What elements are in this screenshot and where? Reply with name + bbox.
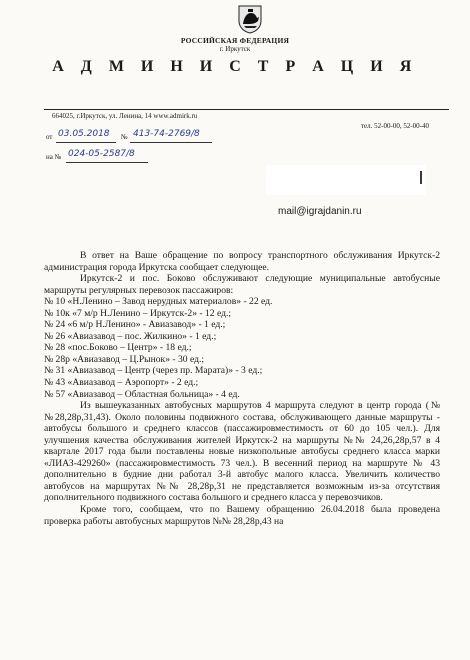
from-label: от <box>46 133 53 141</box>
date-underline <box>56 142 116 143</box>
reply-label: на № <box>46 153 62 161</box>
inspection-paragraph: Кроме того, сообщаем, что по Вашему обращению 26.04.2018 была проведена проверка работы автобусных маршрутов №№ 28,28р,43 на <box>44 504 440 527</box>
handwritten-number: 413-74-2769/8 <box>133 129 200 139</box>
address-line <box>52 112 197 120</box>
route-item: № 28 «пос.Боково – Центр» - 18 ед.; <box>44 342 192 354</box>
number-underline <box>130 142 212 143</box>
route-item: № 57 «Авиазавод – Областная больница» - 4 ед. <box>44 388 240 400</box>
route-item: № 43 «Авиазавод – Аэропорт» - 2 ед.; <box>44 377 199 389</box>
reply-underline <box>66 162 148 163</box>
organization-title: А Д М И Н И С Т Р А Ц И Я <box>52 58 418 75</box>
route-item: № 28р «Авиазавод – Ц.Рынок» - 30 ед.; <box>44 353 205 365</box>
handwritten-date: 03.05.2018 <box>58 129 110 139</box>
phone-line: тел. 52-00-00, 52-00-40 <box>361 122 429 130</box>
header-divider <box>44 109 449 110</box>
redaction-edge-mark <box>420 171 422 184</box>
handwritten-reply-number: 024-05-2587/8 <box>68 149 135 159</box>
address-text: 664025, г.Иркутск, ул. Ленина, 14 www.admirk.ru <box>52 112 198 120</box>
recipient-email: mail@igrajdanin.ru <box>278 206 362 217</box>
intro-paragraph: В ответ на Ваше обращение по вопросу транспортного обслуживания Иркутск-2 администрация города Иркутска сообщает следующее. <box>44 250 440 273</box>
routes-intro-paragraph: Иркутск-2 и пос. Боково обслуживают следующие муниципальные автобусные маршруты регулярных перевозок пассажиров: <box>44 273 440 296</box>
city-name: г. Иркутск <box>219 45 251 53</box>
route-item: № 10 «Н.Ленино – Завод нерудных материалов» - 22 ед. <box>44 296 273 308</box>
country-name: РОССИЙСКАЯ ФЕДЕРАЦИЯ <box>180 36 290 45</box>
irkutsk-coat-of-arms-icon <box>237 4 263 34</box>
redacted-recipient-block <box>266 165 426 195</box>
route-item: № 24 «6 м/р Н.Ленино» - Авиазавод» - 1 ед.; <box>44 319 226 331</box>
route-item: № 26 «Авиазавод – пос. Жилкино» - 1 ед.; <box>44 330 217 342</box>
number-label: № <box>121 133 128 141</box>
fleet-paragraph: Из вышеуказанных автобусных маршрутов 4 маршрута следуют в центр города (№№28,28р,31,43). Около половины подвижного состава, обслуживающего данные маршруты - автобусы большого и среднего классов (пассажировместимость от 60 до 105 чел.). Для улучшения качества обслуживания жителей Иркутск-2 на маршруты №№ 24,26,28р,57 в 4 квартале 2017 года были поставлены новые низкопольные автобусы среднего класса марки «ЛИАЗ-429260» (пассажировместимость 73 чел.). В весенний период на маршруте № 43 дополнительно в будние дни работал 3-й автобус малого класса. Увеличить количество автобусов на маршрутах №№ 28,28р,31 не представляется возможным из-за отсутствия дополнительного подвижного состава большого и среднего класса у перевозчиков. <box>44 400 440 504</box>
route-item: № 31 «Авиазавод – Центр (через пр. Марата)» - 3 ед.; <box>44 365 263 377</box>
route-item: № 10к «7 м/р Н.Ленино – Иркутск-2» - 12 ед.; <box>44 307 232 319</box>
letter-body <box>44 250 440 527</box>
